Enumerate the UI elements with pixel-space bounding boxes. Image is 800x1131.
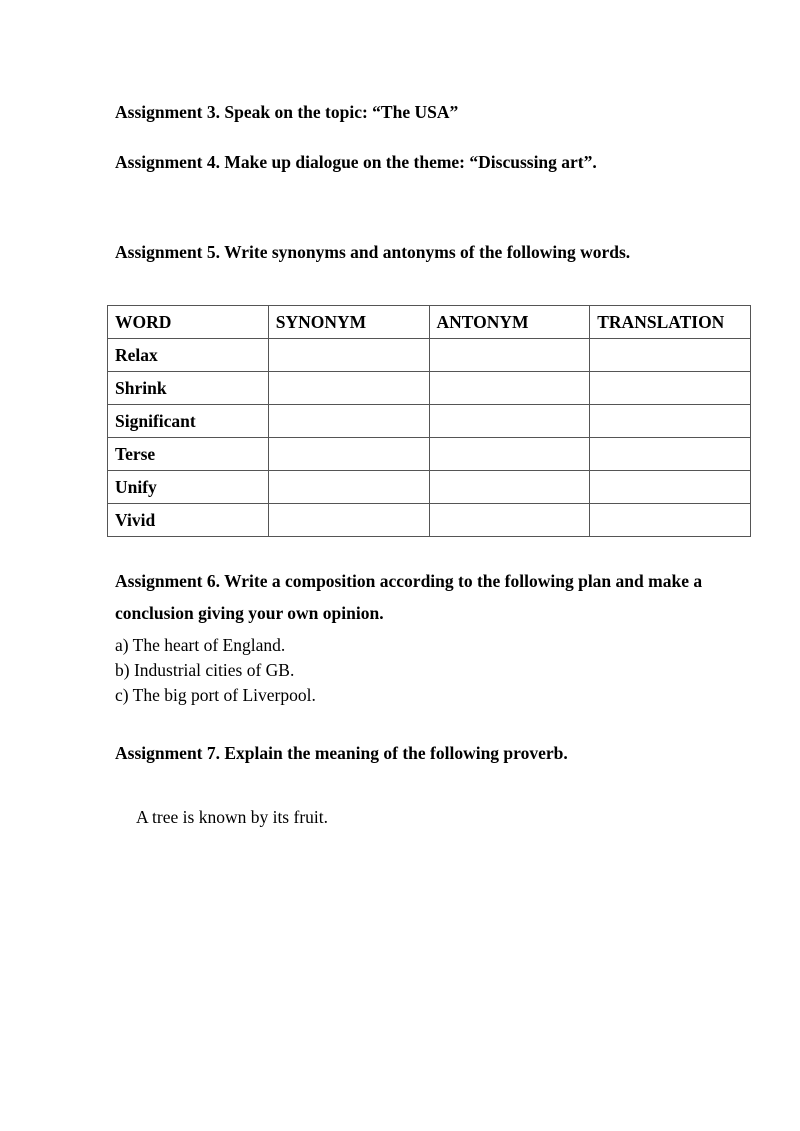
table-header-row bbox=[108, 306, 751, 339]
translation-cell bbox=[590, 471, 751, 504]
table-row bbox=[108, 372, 751, 405]
table-row bbox=[108, 504, 751, 537]
antonym-cell bbox=[429, 339, 590, 372]
words-table bbox=[107, 305, 751, 537]
synonym-cell bbox=[268, 438, 429, 471]
column-header-word: WORD bbox=[108, 306, 269, 339]
word-cell: Terse bbox=[108, 438, 269, 471]
composition-plan-list bbox=[115, 633, 316, 708]
word-cell: Significant bbox=[108, 405, 269, 438]
list-item: b) Industrial cities of GB. bbox=[115, 660, 295, 680]
assignment-5-heading: Assignment 5. Write synonyms and antonyms of the following words. bbox=[115, 242, 631, 262]
assignment-4-heading: Assignment 4. Make up dialogue on the theme: “Discussing art”. bbox=[115, 152, 597, 172]
table-row bbox=[108, 405, 751, 438]
column-header-translation: TRANSLATION bbox=[590, 306, 751, 339]
translation-cell bbox=[590, 339, 751, 372]
assignment-7-heading: Assignment 7. Explain the meaning of the following proverb. bbox=[115, 743, 568, 763]
antonym-cell bbox=[429, 405, 590, 438]
table-row bbox=[108, 438, 751, 471]
table-row bbox=[108, 339, 751, 372]
word-cell: Relax bbox=[108, 339, 269, 372]
list-item: c) The big port of Liverpool. bbox=[115, 685, 316, 705]
synonym-cell bbox=[268, 405, 429, 438]
column-header-synonym: SYNONYM bbox=[268, 306, 429, 339]
word-cell: Vivid bbox=[108, 504, 269, 537]
antonym-cell bbox=[429, 504, 590, 537]
proverb-text: A tree is known by its fruit. bbox=[136, 807, 328, 827]
list-item: a) The heart of England. bbox=[115, 635, 286, 655]
word-cell: Unify bbox=[108, 471, 269, 504]
word-cell: Shrink bbox=[108, 372, 269, 405]
table-row bbox=[108, 471, 751, 504]
column-header-antonym: ANTONYM bbox=[429, 306, 590, 339]
synonym-cell bbox=[268, 504, 429, 537]
translation-cell bbox=[590, 438, 751, 471]
antonym-cell bbox=[429, 438, 590, 471]
assignment-6-heading: Assignment 6. Write a composition according to the following plan and make a conclusion giving your own opinion. bbox=[115, 571, 703, 623]
translation-cell bbox=[590, 372, 751, 405]
synonym-cell bbox=[268, 339, 429, 372]
antonym-cell bbox=[429, 471, 590, 504]
synonym-cell bbox=[268, 372, 429, 405]
translation-cell bbox=[590, 504, 751, 537]
assignment-3-heading: Assignment 3. Speak on the topic: “The USA” bbox=[115, 102, 459, 122]
antonym-cell bbox=[429, 372, 590, 405]
synonym-cell bbox=[268, 471, 429, 504]
translation-cell bbox=[590, 405, 751, 438]
